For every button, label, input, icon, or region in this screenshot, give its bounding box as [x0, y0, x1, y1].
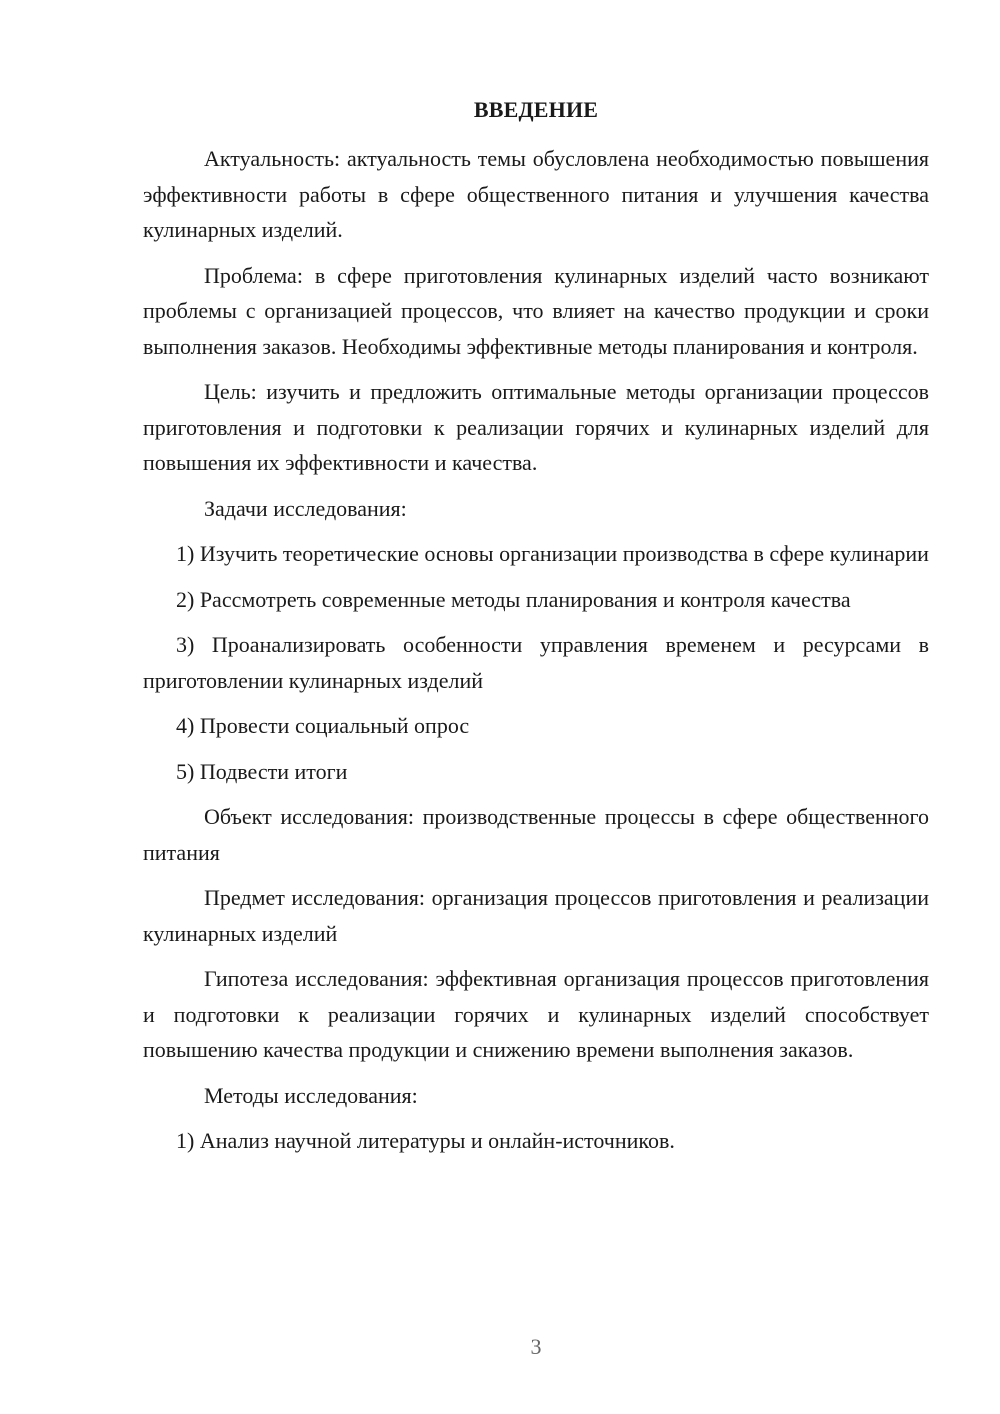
hypothesis-paragraph: Гипотеза исследования: эффективная организация процессов приготовления и подготовки к реализации горячих и кулинарных изделий способствует повышению качества продукции и снижению времени выполнения заказов.	[143, 966, 929, 1062]
task-item-5: 5) Подвести итоги	[176, 758, 348, 784]
problem-paragraph: Проблема: в сфере приготовления кулинарных изделий часто возникают проблемы с организацией процессов, что влияет на качество продукции и сроки выполнения заказов. Необходимы эффективные методы планирования и контроля.	[143, 262, 929, 359]
task-item-1: 1) Изучить теоретические основы организации производства в сфере кулинарии	[176, 541, 929, 566]
document-body	[143, 141, 929, 1169]
methods-heading: Методы исследования:	[204, 1082, 418, 1108]
tasks-heading: Задачи исследования:	[204, 495, 407, 521]
method-item-1: 1) Анализ научной литературы и онлайн-источников.	[176, 1128, 675, 1153]
task-item-4: 4) Провести социальный опрос	[176, 713, 470, 738]
subject-paragraph: Предмет исследования: организация процессов приготовления и реализации кулинарных изделий	[143, 885, 929, 946]
relevance-paragraph: Актуальность: актуальность темы обусловлена необходимостью повышения эффективности работы в сфере общественного питания и улучшения качества кулинарных изделий.	[143, 146, 929, 242]
section-title: ВВЕДЕНИЕ	[473, 97, 599, 122]
goal-paragraph: Цель: изучить и предложить оптимальные методы организации процессов приготовления и подготовки к реализации горячих и кулинарных изделий для повышения их эффективности и качества.	[143, 379, 929, 475]
task-item-2: 2) Рассмотреть современные методы планирования и контроля качества	[176, 586, 851, 612]
document-page	[143, 0, 929, 1414]
task-item-3: 3) Проанализировать особенности управления временем и ресурсами в приготовлении кулинарных изделий	[143, 632, 929, 693]
page-number: 3	[530, 1334, 542, 1359]
object-paragraph: Объект исследования: производственные процессы в сфере общественного питания	[143, 804, 929, 865]
